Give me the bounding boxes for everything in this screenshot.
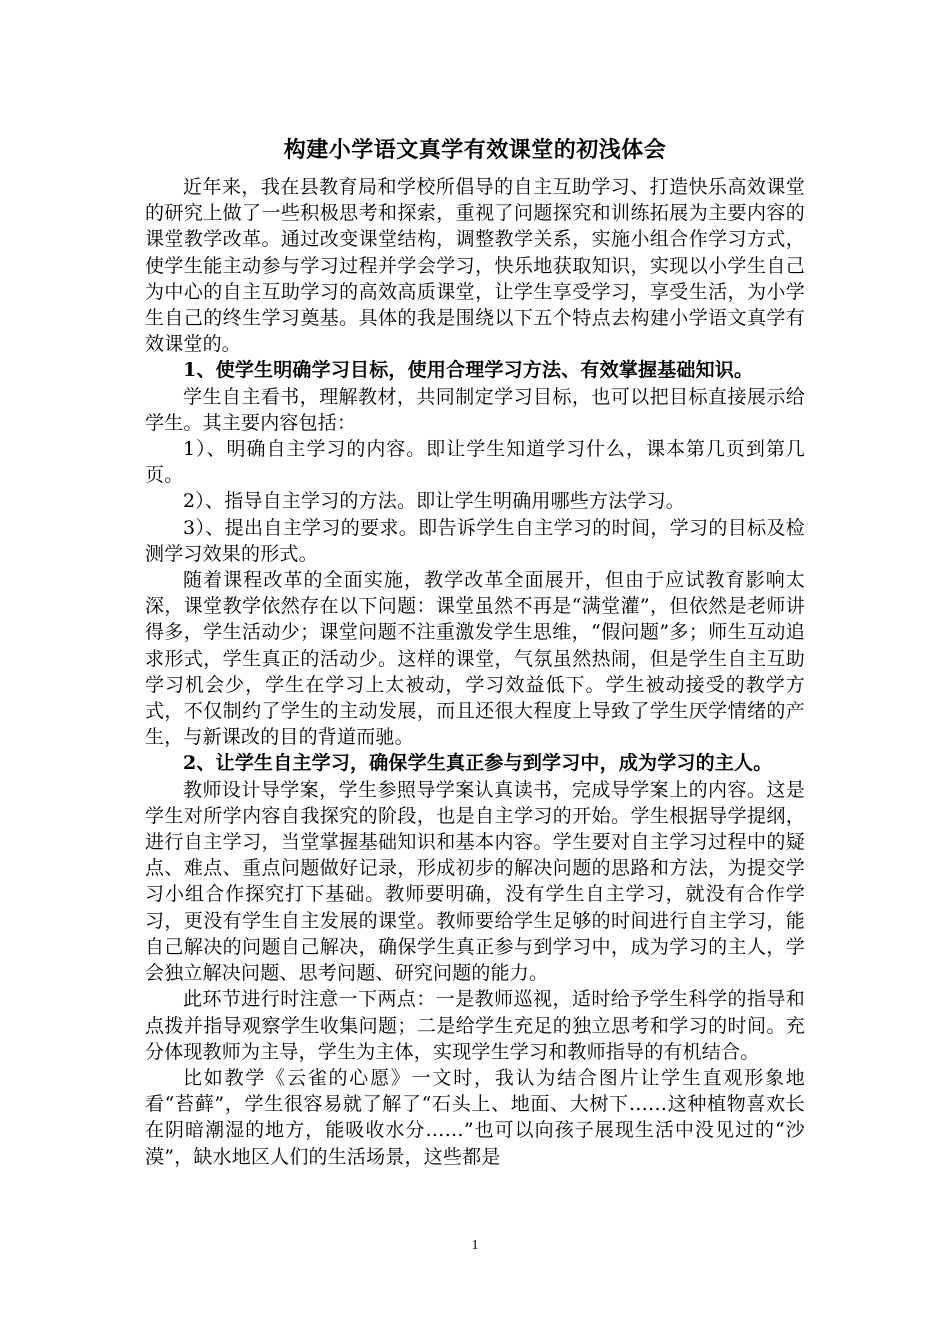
section-heading-2: 2、让学生自主学习，确保学生真正参与到学习中，成为学习的主人。	[183, 752, 773, 775]
page-number: 1	[471, 1238, 479, 1253]
paragraph: 比如教学《云雀的心愿》一文时，我认为结合图片让学生直观形象地看“苔藓”，学生很容易就了解了“石头上、地面、大树下……这种植物喜欢长在阴暗潮湿的地方，能吸收水分……”也可以向孩子展现生活中没见过的“沙漠”，缺水地区人们的生活场景，这些都是	[145, 1066, 805, 1168]
list-item: 3）、提出自主学习的要求。即告诉学生自主学习的时间，学习的目标及检测学习效果的形式。	[145, 516, 805, 565]
paragraph: 随着课程改革的全面实施，教学改革全面展开，但由于应试教育影响太深，课堂教学依然存在以下问题：课堂虽然不再是“满堂灌”，但依然是老师讲得多，学生活动少；课堂问题不注重激发学生思维，“假问题”多；师生互动追求形式，学生真正的活动少。这样的课堂，气氛虽然热闹，但是学生自主互助学习机会少，学生在学习上太被动，学习效益低下。学生被动接受的教学方式，不仅制约了学生的主动发展，而且还很大程度上导致了学生厌学情绪的产生，与新课改的目的背道而驰。	[145, 569, 805, 749]
paragraph: 此环节进行时注意一下两点：一是教师巡视，适时给予学生科学的指导和点拨并指导观察学生收集问题；二是给学生充足的独立思考和学习的时间。充分体现教师为主导，学生为主体，实现学生学习和教师指导的有机结合。	[145, 988, 805, 1063]
section-heading-1: 1、使学生明确学习目标，使用合理学习方法、有效掌握基础知识。	[183, 359, 754, 382]
paragraph-intro: 近年来，我在县教育局和学校所倡导的自主互助学习、打造快乐高效课堂的研究上做了一些积极思考和探索，重视了问题探究和训练拓展为主要内容的课堂教学改革。通过改变课堂结构，调整教学关系，实施小组合作学习方式，使学生能主动参与学习过程并学会学习，快乐地获取知识，实现以小学生自己为中心的自主互助学习的高效高质课堂，让学生享受学习，享受生活，为小学生自己的终生学习奠基。具体的我是围绕以下五个特点去构建小学语文真学有效课堂的。	[145, 176, 805, 356]
document-page	[145, 128, 805, 1170]
paragraph: 教师设计导学案，学生参照导学案认真读书，完成导学案上的内容。这是学生对所学内容自我探究的阶段，也是自主学习的开始。学生根据导学提纲，进行自主学习，当堂掌握基础知识和基本内容。学生要对自主学习过程中的疑点、难点、重点问题做好记录，形成初步的解决问题的思路和方法，为提交学习小组合作探究打下基础。教师要明确，没有学生自主学习，就没有合作学习，更没有学生自主发展的课堂。教师要给学生足够的时间进行自主学习，能自己解决的问题自己解决，确保学生真正参与到学习中，成为学习的主人，学会独立解决问题、思考问题、研究问题的能力。	[145, 778, 805, 985]
list-item: 1）、明确自主学习的内容。即让学生知道学习什么，课本第几页到第几页。	[145, 438, 805, 487]
paragraph: 学生自主看书，理解教材，共同制定学习目标，也可以把目标直接展示给学生。其主要内容包括：	[145, 385, 805, 434]
document-title: 构建小学语文真学有效课堂的初浅体会	[283, 137, 667, 163]
list-item: 2）、指导自主学习的方法。即让学生明确用哪些方法学习。	[183, 490, 685, 513]
